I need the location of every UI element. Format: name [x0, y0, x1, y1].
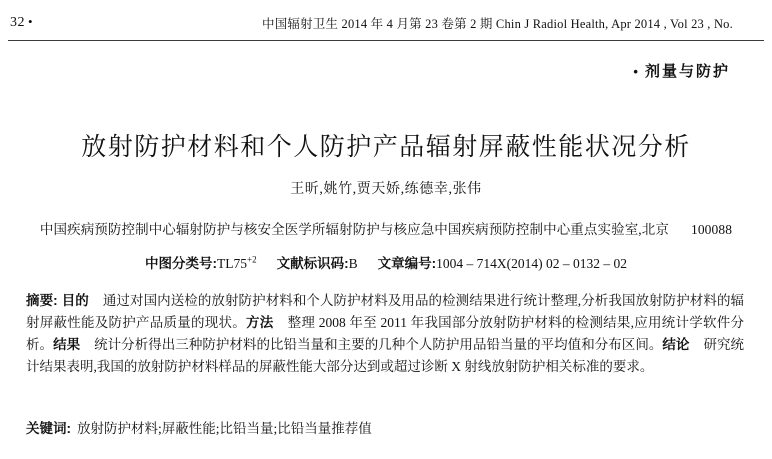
abstract-results-text: 统计分析得出三种防护材料的比铅当量和主要的几种个人防护用品铅当量的平均值和分布区间。 — [94, 337, 663, 352]
article-id-segment — [378, 256, 627, 271]
abstract-conclusion-text: 研究统计结果表明,我国的放射防护材料样品的屏蔽性能大部分达到或超过诊断 X 射线放射防护相关标准的要求。 — [26, 337, 745, 374]
abstract-results-label: 结果 — [53, 337, 81, 352]
abstract-block — [26, 290, 744, 378]
running-head — [0, 14, 772, 38]
page-number: 32 — [10, 15, 25, 30]
abstract-label: 摘要: — [26, 293, 58, 308]
clc-label: 中图分类号: — [145, 256, 218, 271]
page-folio — [10, 14, 33, 31]
abstract-objective-label: 目的 — [61, 293, 89, 308]
section-marker — [633, 60, 730, 81]
document-code-value: B — [348, 256, 358, 271]
header-divider — [8, 40, 764, 41]
clc-segment — [145, 256, 277, 271]
document-code-segment — [277, 256, 378, 271]
affiliation-zipcode: 100088 — [690, 222, 733, 237]
abstract-objective-text: 通过对国内送检的放射防护材料和个人防护材料及用品的检测结果进行统计整理,分析我国放射防护材料的辐射屏蔽性能及防护产品质量的现状。 — [26, 293, 745, 330]
affiliation-line — [0, 218, 772, 238]
keywords-block — [26, 418, 744, 440]
abstract-methods-label: 方法 — [246, 315, 274, 330]
abstract-conclusion-label: 结论 — [662, 337, 690, 352]
affiliation-text: 中国疾病预防控制中心辐射防护与核安全医学所辐射防护与核应急中国疾病预防控制中心重点实验室,北京 — [39, 222, 669, 237]
journal-citation-line: 中国辐射卫生 2014 年 4 月第 23 卷第 2 期 Chin J Radiol Health, Apr 2014 , Vol 23 , No. — [262, 17, 733, 31]
article-id-label: 文章编号: — [377, 256, 437, 271]
article-id-value: 1004 – 714X(2014) 02 – 0132 – 02 — [436, 256, 627, 271]
page-title: 放射防护材料和个人防护产品辐射屏蔽性能状况分析 — [81, 132, 691, 161]
document-code-label: 文献标识码: — [276, 256, 349, 271]
classification-line — [0, 252, 772, 272]
section-marker-label: 剂量与防护 — [644, 63, 730, 80]
keywords-label: 关键词: — [26, 421, 71, 436]
section-bullet-icon: • — [633, 64, 640, 79]
keywords-text: 放射防护材料;屏蔽性能;比铅当量;比铅当量推荐值 — [77, 421, 372, 436]
folio-dot: • — [28, 14, 34, 29]
clc-superscript: +2 — [247, 254, 257, 265]
author-list: 王昕,姚竹,贾天娇,练德幸,张伟 — [290, 182, 482, 197]
clc-value: TL75 — [217, 256, 248, 271]
abstract-methods-text: 整理 2008 年至 2011 年我国部分放射防护材料的检测结果,应用统计学软件分析。 — [26, 315, 745, 352]
